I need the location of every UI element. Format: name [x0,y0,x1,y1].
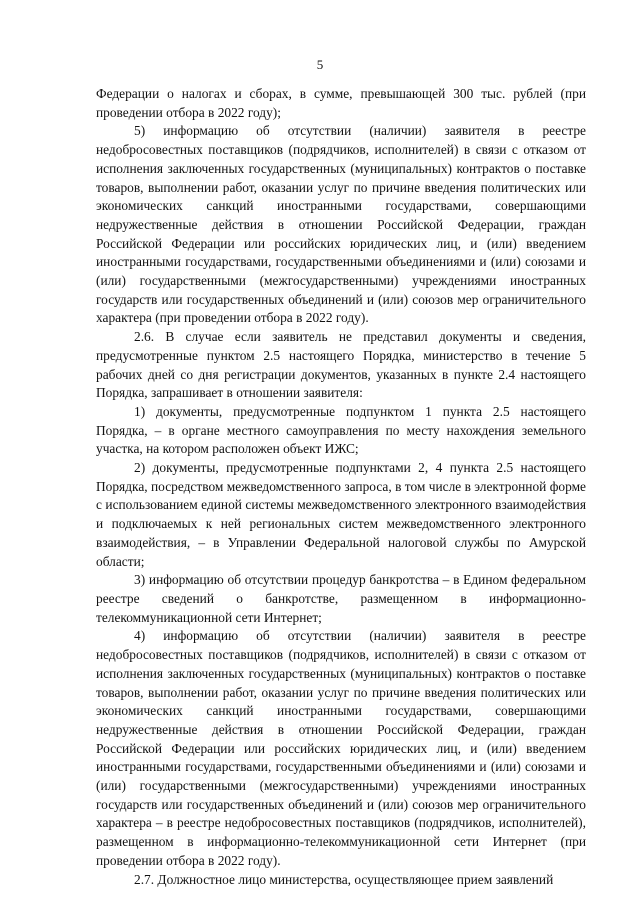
paragraph-2-7: 2.7. Должностное лицо министерства, осуществляющее прием заявлений [134,871,554,887]
paragraph-item-2: 2) документы, предусмотренные подпунктами 2, 4 пункта 2.5 настоящего Порядка, посредством межведомственного запроса, в том числе в электронной форме с использованием единой системы межведомственного электронного взаимодействия и подключаемых к ней региональных систем межведомственного электронного взаимодействия, – в Управлении Федеральной налоговой службы по Амурской области; [96,460,586,569]
paragraph-item-5: 5) информацию об отсутствии (наличии) заявителя в реестре недобросовестных поставщиков (подрядчиков, исполнителей) в связи с отказом от исполнения заключенных государственных (муниципальных) контрактов о поставке товаров, выполнении работ, оказании услуг по причине введения политических или экономических санкций иностранными государствами, совершающими недружественные действия в отношении Российской Федерации, граждан Российской Федерации или российских юридических лиц, и (или) введением иностранными государствами, государственными объединениями и (или) союзами и (или) государственными (межгосударственными) учреждениями иностранных государств или государственных объединений и (или) союзов мер ограничительного характера (при проведении отбора в 2022 году). [96,123,586,326]
paragraph-2-6: 2.6. В случае если заявитель не представил документы и сведения, предусмотренные пунктом 2.5 настоящего Порядка, министерство в течение 5 рабочих дней со дня регистрации документов, указанных в пункте 2.4 настоящего Порядка, запрашивает в отношении заявителя: [96,329,586,401]
paragraph-item-3: 3) информацию об отсутствии процедур банкротства – в Едином федеральном реестре сведений о банкротстве, размещенном в информационно-телекоммуникационной сети Интернет; [96,572,586,625]
page-number: 5 [316,57,324,72]
paragraph-continuation: Федерации о налогах и сборах, в сумме, превышающей 300 тыс. рублей (при проведении отбора в 2022 году); [96,86,586,120]
paragraph-item-4: 4) информацию об отсутствии (наличии) заявителя в реестре недобросовестных поставщиков (подрядчиков, исполнителей) в связи с отказом от исполнения заключенных государственных (муниципальных) контрактов о поставке товаров, выполнении работ, оказании услуг по причине введения политических или экономических санкций иностранными государствами, совершающими недружественные действия в отношении Российской Федерации, граждан Российской Федерации или российских юридических лиц, и (или) введением иностранными государствами, государственными объединениями и (или) союзами и (или) государственными (межгосударственными) учреждениями иностранных государств или государственных объединений и (или) союзов мер ограничительного характера – в реестре недобросовестных поставщиков (подрядчиков, исполнителей), размещенном в информационно-телекоммуникационной сети Интернет (при проведении отбора в 2022 году). [96,628,586,868]
document-body [96,85,586,889]
paragraph-item-1: 1) документы, предусмотренные подпунктом 1 пункта 2.5 настоящего Порядка, – в органе местного самоуправления по месту нахождения земельного участка, на котором расположен объект ИЖС; [96,403,586,457]
